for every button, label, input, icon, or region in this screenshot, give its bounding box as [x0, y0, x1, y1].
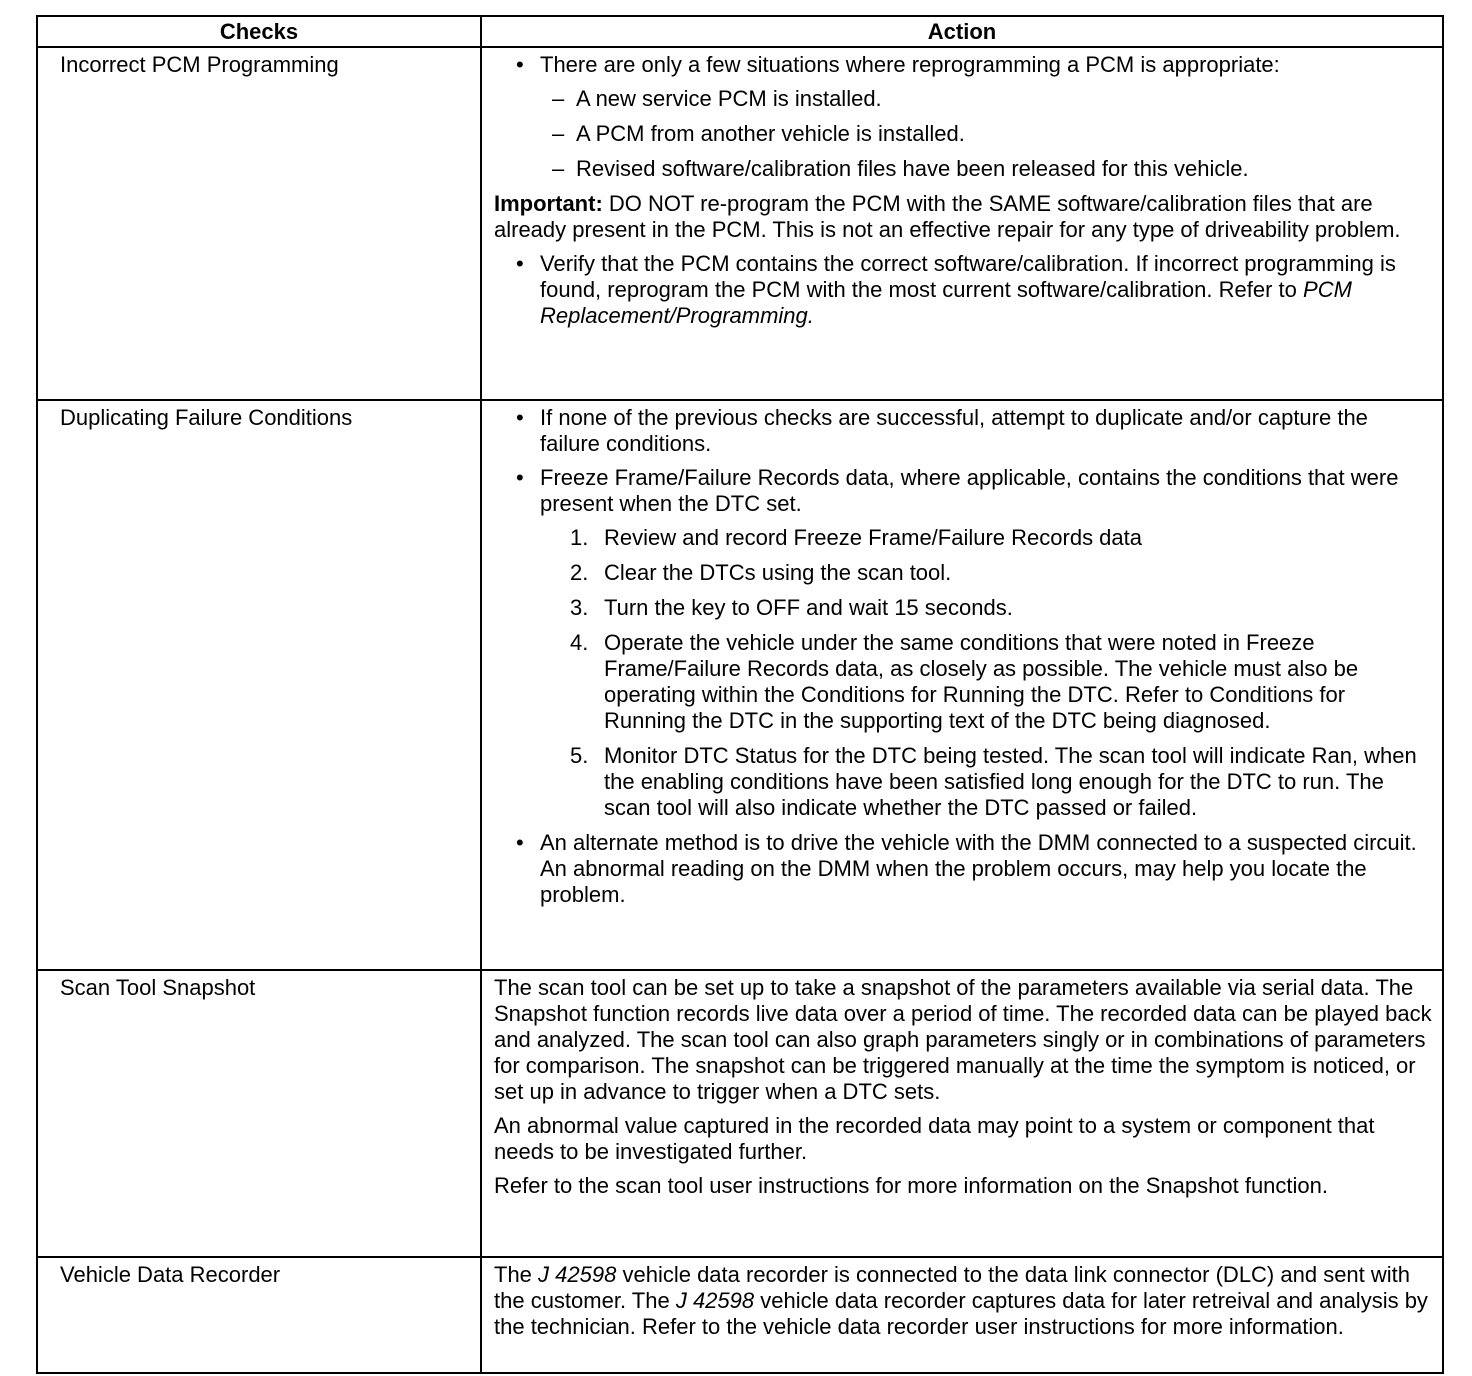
numbered-step: 5. Monitor DTC Status for the DTC being tested. The scan tool will indicate Ran, when the enabling conditions have been satisfied long enough for the DTC to run. The scan tool will also indicate whether the DTC passed or failed. [570, 743, 1417, 820]
bullet-item: • Verify that the PCM contains the correct software/calibration. If incorrect programming is found, reprogram the PCM with the most current software/calibration. Refer to PCM Replacement/Programming. [516, 251, 1396, 328]
numbered-step: 3. Turn the key to OFF and wait 15 seconds. [570, 595, 1013, 620]
checks-action-table [36, 15, 1444, 1374]
action-cell [481, 400, 1443, 970]
bullet-icon: • [516, 251, 524, 276]
table-header-row [37, 16, 1443, 47]
numbered-step: 2. Clear the DTCs using the scan tool. [570, 560, 952, 585]
check-cell: Incorrect PCM Programming [37, 47, 481, 400]
dash-item: – Revised software/calibration files have been released for this vehicle. [552, 156, 1249, 181]
dash-item: – A new service PCM is installed. [552, 86, 882, 111]
paragraph: An abnormal value captured in the recorded data may point to a system or component that needs to be investigated further. [494, 1113, 1375, 1164]
bullet-icon: • [516, 52, 524, 77]
important-note: Important: DO NOT re-program the PCM with the SAME software/calibration files that are already present in the PCM. This is not an effective repair for any type of driveability problem. [494, 191, 1401, 242]
bullet-icon: • [516, 830, 524, 855]
paragraph: Refer to the scan tool user instructions for more information on the Snapshot function. [494, 1173, 1329, 1198]
table-row [37, 970, 1443, 1257]
numbered-step: 1. Review and record Freeze Frame/Failure Records data [570, 525, 1143, 550]
check-cell: Scan Tool Snapshot [37, 970, 481, 1257]
action-cell [481, 970, 1443, 1257]
table-row [37, 47, 1443, 400]
bullet-icon: • [516, 405, 524, 430]
important-label: Important: [494, 191, 603, 216]
table-row [37, 400, 1443, 970]
reference-link: PCM Replacement/Programming. [540, 277, 1352, 328]
tool-number: J 42598 [675, 1288, 755, 1313]
action-cell [481, 47, 1443, 400]
check-cell: Vehicle Data Recorder [37, 1257, 481, 1373]
action-cell [481, 1257, 1443, 1373]
check-cell: Duplicating Failure Conditions [37, 400, 481, 970]
bullet-icon: • [516, 465, 524, 490]
bullet-item: • If none of the previous checks are successful, attempt to duplicate and/or capture the failure conditions. [516, 405, 1368, 456]
dash-icon: – [552, 156, 565, 181]
paragraph: The J 42598 vehicle data recorder is connected to the data link connector (DLC) and sent with the customer. The J 42598 vehicle data recorder captures data for later retreival and analysis by the technician. Refer to the vehicle data recorder user instructions for more information. [494, 1262, 1428, 1339]
dash-icon: – [552, 121, 565, 146]
bullet-item: • There are only a few situations where reprogramming a PCM is appropriate: [516, 52, 1280, 77]
table-row [37, 1257, 1443, 1373]
action-column-header: Action [481, 16, 1443, 47]
tool-number: J 42598 [538, 1262, 617, 1287]
numbered-step: 4. Operate the vehicle under the same conditions that were noted in Freeze Frame/Failure Records data, as closely as possible. The vehicle must also be operating within the Conditions for Running the DTC. Refer to Conditions for Running the DTC in the supporting text of the DTC being diagnosed. [570, 630, 1359, 733]
dash-item: – A PCM from another vehicle is installed. [552, 121, 965, 146]
checks-column-header: Checks [37, 16, 481, 47]
dash-icon: – [552, 86, 565, 111]
bullet-item: • Freeze Frame/Failure Records data, where applicable, contains the conditions that were present when the DTC set. [516, 465, 1399, 516]
bullet-item: • An alternate method is to drive the vehicle with the DMM connected to a suspected circuit. An abnormal reading on the DMM when the problem occurs, may help you locate the problem. [516, 830, 1417, 907]
paragraph: The scan tool can be set up to take a snapshot of the parameters available via serial data. The Snapshot function records live data over a period of time. The recorded data can be played back and analyzed. The scan tool can also graph parameters singly or in combinations of parameters for comparison. The snapshot can be triggered manually at the time the symptom is noticed, or set up in advance to trigger when a DTC sets. [494, 975, 1432, 1104]
